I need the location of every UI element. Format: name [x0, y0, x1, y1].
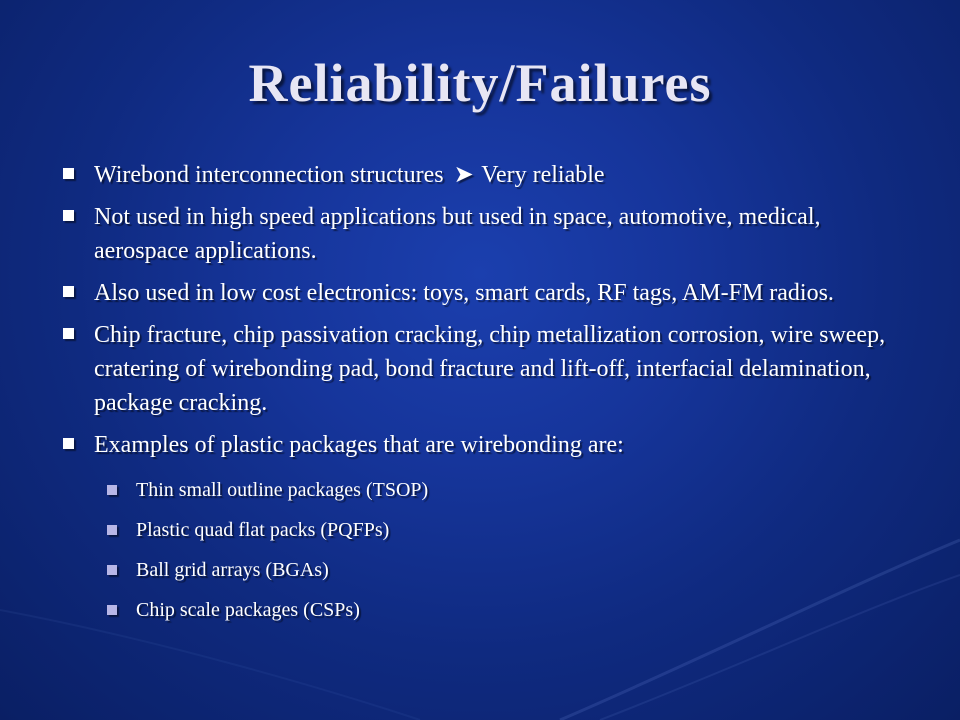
square-bullet-icon — [63, 286, 74, 297]
bullet-item — [60, 428, 920, 462]
sub-bullet-text: Plastic quad flat packs (PQFPs) — [136, 519, 390, 541]
sub-bullet-text: Chip scale packages (CSPs) — [136, 599, 360, 621]
square-sub-bullet-icon — [107, 605, 117, 615]
sub-bullet-item — [60, 596, 920, 624]
bullet-item — [60, 318, 920, 420]
square-bullet-icon — [63, 438, 74, 449]
slide-body — [60, 158, 920, 636]
sub-bullet-text: Ball grid arrays (BGAs) — [136, 559, 329, 581]
sub-bullet-item — [60, 516, 920, 544]
arrow-bullet-icon: ➤ — [453, 162, 474, 188]
square-sub-bullet-icon — [107, 485, 117, 495]
sub-bullet-text: Thin small outline packages (TSOP) — [136, 479, 429, 501]
bullet-text: Also used in low cost electronics: toys, smart cards, RF tags, AM-FM radios. — [94, 280, 834, 306]
sub-bullet-item — [60, 556, 920, 584]
bullet-item — [60, 200, 920, 268]
bullet-text: Very reliable — [481, 162, 605, 188]
slide-title: Reliability/Failures — [248, 53, 712, 113]
square-sub-bullet-icon — [107, 525, 117, 535]
bullet-item — [60, 276, 920, 310]
bullet-text: Examples of plastic packages that are wirebonding are: — [94, 432, 624, 458]
bullet-item — [60, 158, 920, 192]
square-bullet-icon — [63, 210, 74, 221]
square-sub-bullet-icon — [107, 565, 117, 575]
bullet-text: Chip fracture, chip passivation cracking, chip metallization corrosion, wire sweep, cratering of wirebonding pad, bond fracture and lift-off, interfacial delamination, package cracking. — [94, 322, 886, 416]
bullet-text: Wirebond interconnection structures — [94, 162, 444, 188]
bullet-text: Not used in high speed applications but used in space, automotive, medical, aerospace applications. — [94, 204, 821, 264]
square-bullet-icon — [63, 168, 74, 179]
square-bullet-icon — [63, 328, 74, 339]
sub-bullet-item — [60, 476, 920, 504]
